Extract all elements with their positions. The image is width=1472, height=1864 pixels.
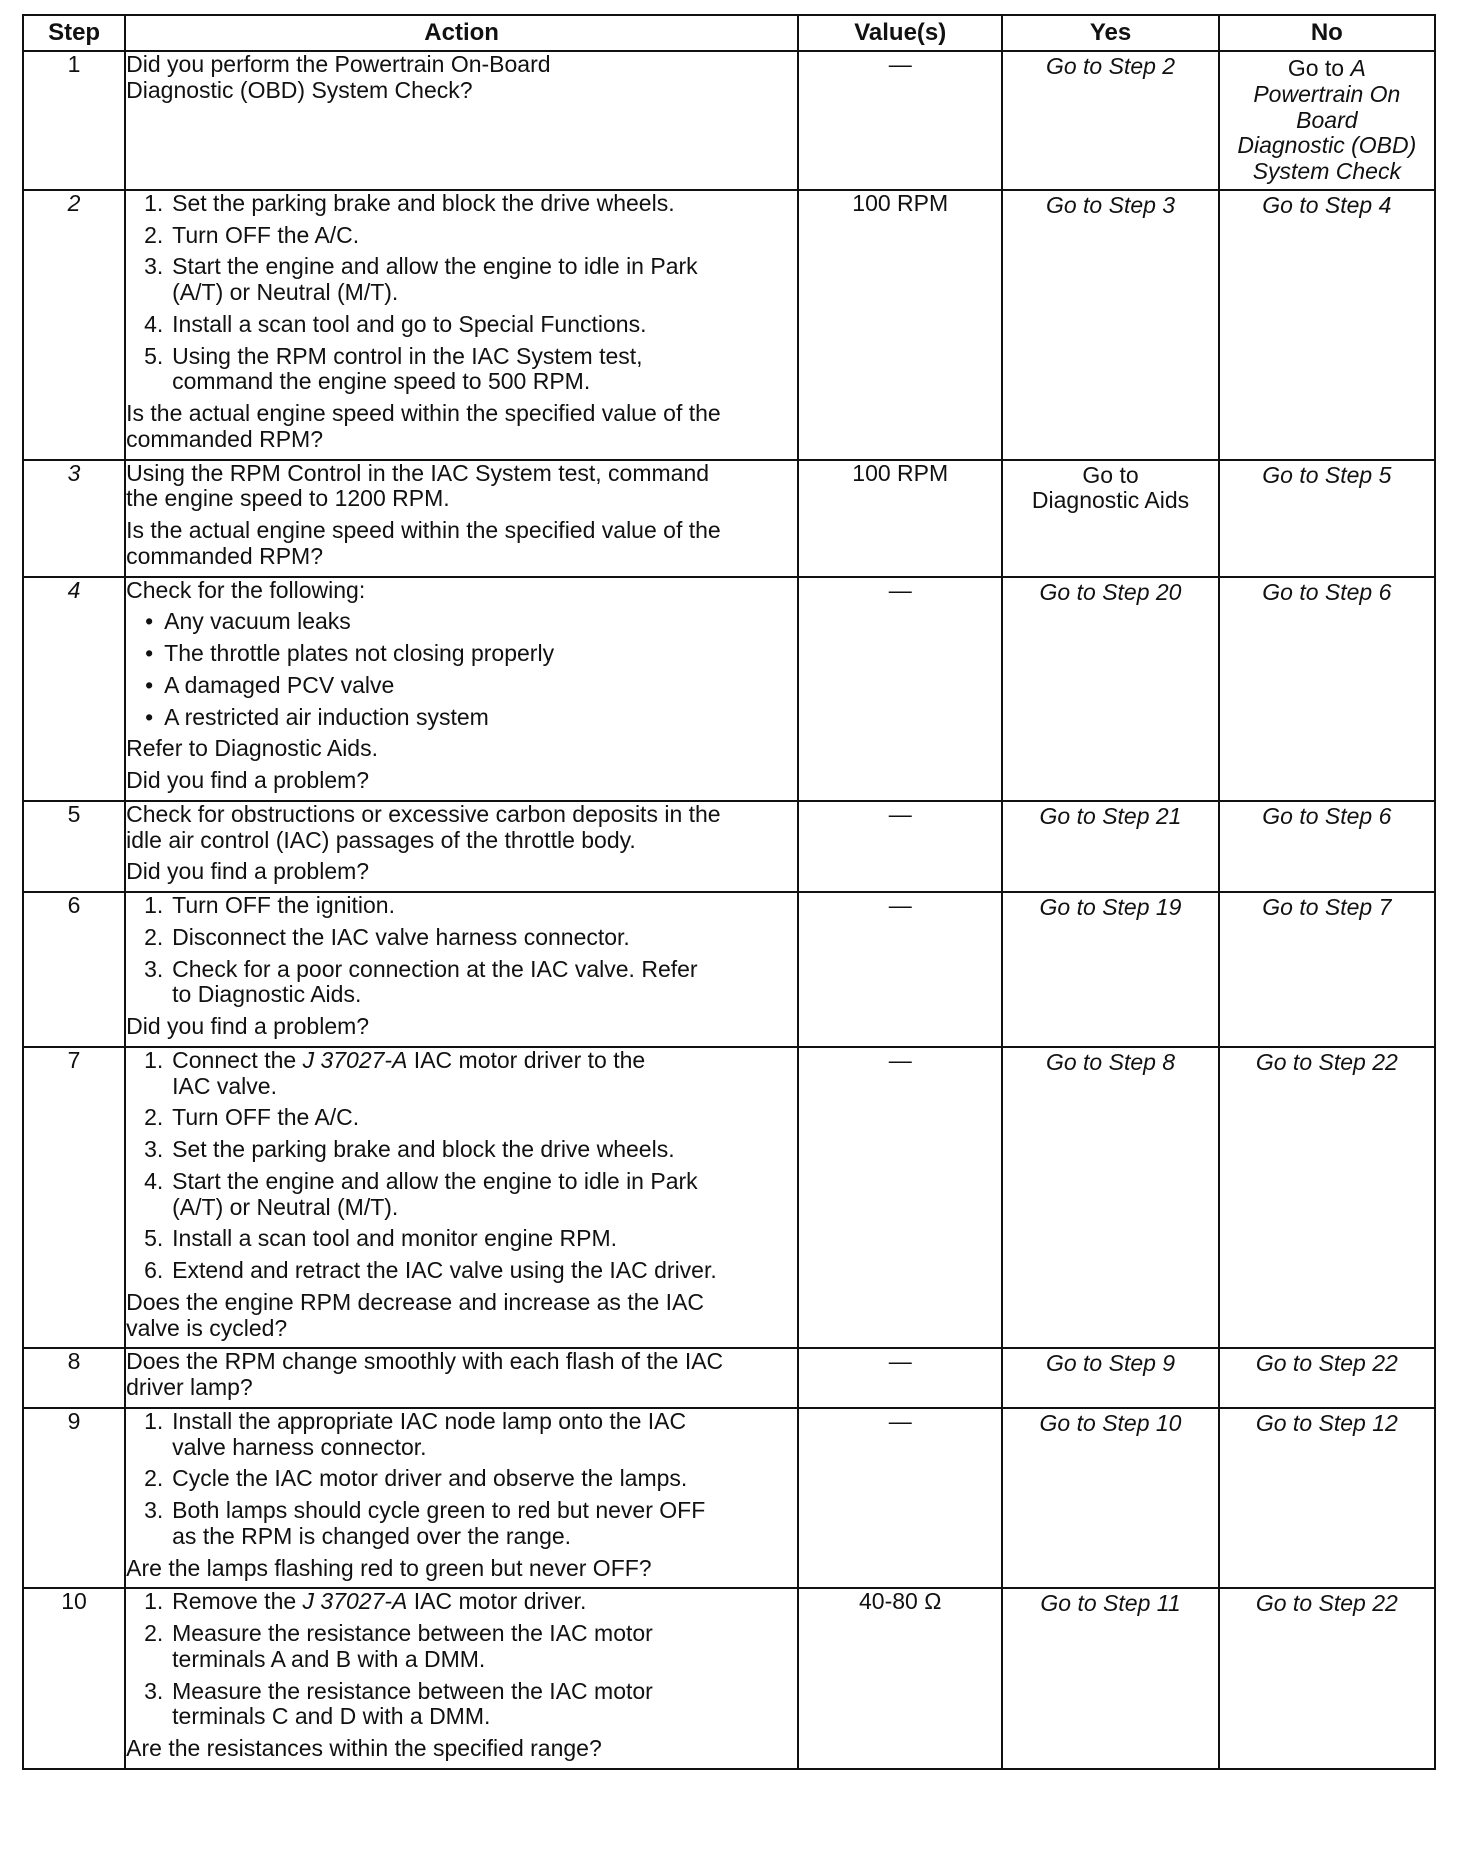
table-row — [23, 892, 1435, 1047]
no-cell — [1219, 1348, 1435, 1408]
no-result — [1220, 1409, 1434, 1441]
bullet-item — [126, 609, 797, 635]
step-number: 8 — [23, 1348, 125, 1408]
item-number: 3. — [144, 1497, 164, 1523]
no-text-link: A Powertrain On Board Diagnostic (OBD) System Check — [1237, 55, 1417, 184]
numbered-item — [126, 1679, 797, 1731]
action-text: Did you find a problem? — [126, 858, 370, 885]
yes-text: Go to Step 19 — [1039, 894, 1182, 920]
no-result — [1220, 461, 1434, 493]
no-cell — [1219, 1047, 1435, 1349]
numbered-item — [126, 957, 797, 1009]
no-text: Go to Step 7 — [1262, 894, 1392, 920]
no-cell — [1219, 801, 1435, 892]
item-text: Check for a poor connection at the IAC valve. Refer to Diagnostic Aids. — [172, 955, 698, 1008]
yes-cell — [1002, 892, 1218, 1047]
no-result — [1220, 1048, 1434, 1080]
action-text: Refer to Diagnostic Aids. — [126, 735, 378, 762]
step-number: 4 — [23, 577, 125, 801]
diagnostic-table — [22, 14, 1436, 1770]
numbered-item — [126, 312, 797, 338]
numbered-item — [126, 191, 797, 217]
action-text: Is the actual engine speed within the specified value of the commanded RPM? — [126, 400, 721, 452]
action-text: Did you find a problem? — [126, 767, 370, 793]
value-cell: 100 RPM — [798, 190, 1002, 460]
no-cell — [1219, 892, 1435, 1047]
numbered-item — [126, 223, 797, 249]
yes-result — [1003, 52, 1217, 84]
item-text: Measure the resistance between the IAC motor terminals C and D with a DMM. — [172, 1677, 653, 1730]
yes-result — [1003, 1048, 1217, 1080]
yes-text: Go to Step 9 — [1045, 1350, 1176, 1377]
action-text: Check for the following: — [126, 576, 366, 603]
yes-cell — [1002, 1588, 1218, 1769]
no-result — [1220, 191, 1434, 223]
action-cell — [125, 51, 798, 190]
item-text: Set the parking brake and block the drive wheels. — [172, 1136, 675, 1162]
tool-name: J 37027-A — [302, 1588, 408, 1615]
step-number: 9 — [23, 1408, 125, 1589]
item-number: 3. — [144, 1677, 164, 1704]
numbered-item — [126, 1409, 797, 1461]
yes-text: Go to Step 10 — [1039, 1409, 1182, 1436]
table-row — [23, 577, 1435, 801]
value-cell: — — [798, 892, 1002, 1047]
step-number: 1 — [23, 51, 125, 190]
item-text: Any vacuum leaks — [164, 608, 351, 635]
yes-text: Go to Step 2 — [1045, 53, 1176, 79]
yes-cell — [1002, 460, 1218, 577]
numbered-item — [126, 1105, 797, 1131]
item-text: Turn OFF the A/C. — [172, 221, 360, 248]
action-cell — [125, 892, 798, 1047]
yes-text: Go to Step 20 — [1039, 578, 1182, 605]
no-text: Go to Step 12 — [1255, 1409, 1398, 1436]
no-cell — [1219, 190, 1435, 460]
numbered-item — [126, 925, 797, 951]
value-cell: — — [798, 1408, 1002, 1589]
no-cell — [1219, 1408, 1435, 1589]
numbered-list — [126, 1048, 797, 1284]
action-cell — [125, 460, 798, 577]
yes-result — [1003, 893, 1217, 925]
item-number: 2. — [144, 1465, 164, 1492]
item-number: 2. — [144, 1104, 164, 1131]
yes-cell — [1002, 801, 1218, 892]
action-text: Is the actual engine speed within the specified value of the commanded RPM? — [126, 517, 721, 569]
item-text: The throttle plates not closing properly — [164, 640, 555, 666]
yes-result — [1003, 802, 1217, 834]
item-number: 1. — [144, 1588, 164, 1615]
value-cell: — — [798, 1047, 1002, 1349]
action-text: Does the engine RPM decrease and increase as the IAC valve is cycled? — [126, 1288, 705, 1341]
bullet-list — [126, 609, 797, 730]
action-cell — [125, 1408, 798, 1589]
no-cell — [1219, 577, 1435, 801]
action-cell — [125, 1588, 798, 1769]
no-result — [1220, 52, 1434, 189]
bullet-icon: • — [145, 703, 154, 730]
item-number: 5. — [144, 342, 164, 369]
no-text: Go to Step 6 — [1262, 578, 1392, 605]
no-result — [1220, 578, 1434, 610]
step-number: 2 — [23, 190, 125, 460]
table-row — [23, 1348, 1435, 1408]
tool-name: J 37027-A — [302, 1046, 408, 1073]
step-number: 6 — [23, 892, 125, 1047]
item-number: 3. — [144, 955, 164, 982]
item-number: 2. — [144, 1620, 164, 1646]
step-number: 5 — [23, 801, 125, 892]
yes-cell — [1002, 1348, 1218, 1408]
yes-cell — [1002, 1047, 1218, 1349]
no-text: Go to Step 22 — [1255, 1590, 1398, 1617]
header-values: Value(s) — [798, 15, 1002, 51]
table-row — [23, 1047, 1435, 1349]
action-text: Are the lamps flashing red to green but never OFF? — [126, 1554, 652, 1581]
no-cell — [1219, 51, 1435, 190]
yes-text: Go to Step 11 — [1040, 1590, 1181, 1617]
item-number: 6. — [144, 1257, 164, 1283]
item-text: Cycle the IAC motor driver and observe the lamps. — [172, 1465, 688, 1492]
bullet-item — [126, 705, 797, 731]
item-text: Start the engine and allow the engine to idle in Park (A/T) or Neutral (M/T). — [172, 253, 698, 305]
yes-text: Go to Diagnostic Aids — [1031, 461, 1190, 514]
item-text: Both lamps should cycle green to red but never OFF as the RPM is changed over the range. — [172, 1497, 706, 1549]
action-text: Does the RPM change smoothly with each flash of the IAC driver lamp? — [126, 1348, 724, 1400]
header-step: Step — [23, 15, 125, 51]
no-text: Go to Step 5 — [1262, 461, 1392, 488]
header-row — [23, 15, 1435, 51]
numbered-item — [126, 1226, 797, 1252]
yes-cell — [1002, 1408, 1218, 1589]
yes-text: Go to Step 8 — [1045, 1048, 1176, 1075]
table-row — [23, 460, 1435, 577]
item-text: Turn OFF the A/C. — [172, 1104, 360, 1131]
action-cell — [125, 577, 798, 801]
no-cell — [1219, 460, 1435, 577]
table-row — [23, 801, 1435, 892]
item-text: Using the RPM control in the IAC System test, command the engine speed to 500 RPM. — [172, 342, 643, 395]
bullet-icon: • — [145, 608, 154, 635]
yes-text: Go to Step 3 — [1045, 191, 1176, 218]
yes-cell — [1002, 577, 1218, 801]
no-text-lead: Go to — [1287, 55, 1351, 81]
item-text-lead: Remove the — [172, 1588, 303, 1615]
numbered-item — [126, 254, 797, 306]
value-cell: 40-80 Ω — [798, 1588, 1002, 1769]
item-text: Install a scan tool and go to Special Functions. — [172, 310, 647, 337]
item-text: Install the appropriate IAC node lamp onto the IAC valve harness connector. — [172, 1407, 687, 1460]
item-text: Disconnect the IAC valve harness connector. — [172, 923, 630, 950]
item-number: 1. — [144, 189, 164, 216]
yes-result — [1003, 1589, 1217, 1621]
yes-result — [1003, 578, 1217, 610]
item-number: 4. — [144, 310, 164, 337]
no-result — [1220, 802, 1434, 834]
value-cell: 100 RPM — [798, 460, 1002, 577]
no-result — [1220, 1349, 1434, 1381]
item-text: A restricted air induction system — [164, 703, 489, 730]
action-text: Did you perform the Powertrain On-Board Diagnostic (OBD) System Check? — [126, 51, 551, 103]
yes-result — [1003, 1349, 1217, 1381]
bullet-item — [126, 673, 797, 699]
no-text: Go to Step 22 — [1255, 1048, 1398, 1075]
yes-result — [1003, 461, 1217, 519]
value-cell: — — [798, 1348, 1002, 1408]
numbered-item — [126, 344, 797, 396]
numbered-item — [126, 1137, 797, 1163]
numbered-item — [126, 1258, 797, 1284]
action-cell — [125, 190, 798, 460]
action-cell — [125, 1348, 798, 1408]
no-text: Go to Step 6 — [1262, 802, 1392, 829]
item-number: 4. — [144, 1167, 164, 1194]
numbered-list — [126, 1409, 797, 1550]
header-yes: Yes — [1002, 15, 1218, 51]
numbered-item — [126, 1589, 797, 1615]
item-number: 2. — [144, 221, 164, 248]
numbered-list — [126, 191, 797, 395]
item-text: IAC motor driver to the IAC valve. — [172, 1046, 646, 1099]
table-row — [23, 1588, 1435, 1769]
item-text: Extend and retract the IAC valve using the IAC driver. — [172, 1257, 717, 1283]
numbered-item — [126, 1169, 797, 1221]
no-text: Go to Step 4 — [1262, 191, 1392, 218]
step-number: 7 — [23, 1047, 125, 1349]
item-text: Install a scan tool and monitor engine RPM. — [172, 1225, 618, 1252]
table-row — [23, 1408, 1435, 1589]
no-result — [1220, 1589, 1434, 1621]
header-action: Action — [125, 15, 798, 51]
numbered-item — [126, 1466, 797, 1492]
item-text: IAC motor driver. — [407, 1588, 587, 1615]
yes-cell — [1002, 51, 1218, 190]
bullet-item — [126, 641, 797, 667]
action-text: Check for obstructions or excessive carbon deposits in the idle air control (IAC) passages of the throttle body. — [126, 800, 721, 853]
action-cell — [125, 1047, 798, 1349]
item-number: 1. — [144, 1407, 164, 1434]
action-text: Are the resistances within the specified range? — [126, 1735, 602, 1761]
bullet-icon: • — [145, 640, 154, 666]
numbered-item — [126, 1498, 797, 1550]
value-cell: — — [798, 801, 1002, 892]
no-text — [1224, 56, 1430, 185]
no-text: Go to Step 22 — [1255, 1350, 1398, 1377]
numbered-item — [126, 1048, 797, 1100]
no-cell — [1219, 1588, 1435, 1769]
action-cell — [125, 801, 798, 892]
item-text-lead: Connect the — [172, 1046, 303, 1073]
no-result — [1220, 893, 1434, 925]
step-number: 3 — [23, 460, 125, 577]
item-text: Set the parking brake and block the drive wheels. — [172, 189, 675, 216]
table-body — [23, 51, 1435, 1769]
action-text: Using the RPM Control in the IAC System test, command the engine speed to 1200 RPM. — [126, 459, 710, 512]
numbered-item — [126, 893, 797, 919]
item-text: Measure the resistance between the IAC motor terminals A and B with a DMM. — [172, 1620, 653, 1672]
numbered-list — [126, 893, 797, 1008]
numbered-list — [126, 1589, 797, 1730]
item-number: 3. — [144, 1136, 164, 1162]
item-text: Start the engine and allow the engine to idle in Park (A/T) or Neutral (M/T). — [172, 1167, 698, 1220]
item-text: Turn OFF the ignition. — [172, 892, 395, 918]
item-text: A damaged PCV valve — [164, 671, 395, 698]
item-number: 1. — [144, 892, 164, 918]
table-row — [23, 190, 1435, 460]
yes-result — [1003, 1409, 1217, 1441]
table-row — [23, 51, 1435, 190]
yes-result — [1003, 191, 1217, 223]
yes-cell — [1002, 190, 1218, 460]
numbered-item — [126, 1621, 797, 1673]
item-number: 3. — [144, 253, 164, 280]
step-number: 10 — [23, 1588, 125, 1769]
header-no: No — [1219, 15, 1435, 51]
action-text: Did you find a problem? — [126, 1013, 370, 1039]
yes-text: Go to Step 21 — [1039, 802, 1182, 829]
item-number: 5. — [144, 1225, 164, 1252]
value-cell: — — [798, 577, 1002, 801]
item-number: 2. — [144, 923, 164, 950]
item-number: 1. — [144, 1046, 164, 1073]
bullet-icon: • — [145, 671, 154, 698]
value-cell: — — [798, 51, 1002, 190]
